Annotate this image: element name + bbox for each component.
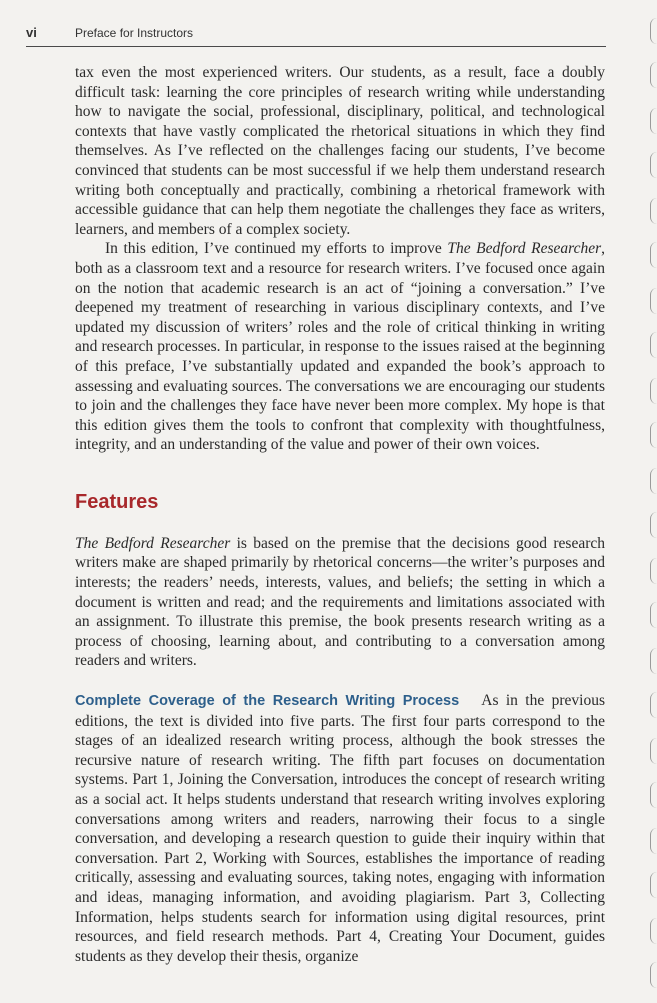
body-paragraph: tax even the most experienced writers. Our students, as a result, face a doubly difficult task: learning the core principles of research writing while understanding how to navigate the social, professional, disciplinary, political, and technological contexts that have vastly complicated the rhetorical situations in which they find themselves. As I’ve reflected on the challenges facing our students, I’ve become convinced that students can be most successful if we help them understand research writing both conceptually and practically, combining a rhetorical framework with accessible guidance that can help them negotiate the challenges they face as writers, learners, and members of a complex society. — [75, 64, 605, 238]
running-head-title: Preface for Instructors — [75, 26, 194, 40]
paragraph-text: As in the previous editions, the text is divided into five parts. The first four parts correspond to the stages of an idealized research writing process, although the book stresses the recursive nature of research writing. The fifth part focuses on documentation systems. Part 1, Joining the Conversation, introduces the concept of research writing as a social act. It helps students understand that research writing involves exploring conversations among writers and readers, narrowing their focus to a single conversation, and developing a research question to guide their inquiry within that conversation. Part 2, Working with Sources, establishes the importance of reading critically, assessing and evaluating sources, taking notes, engaging with information and ideas, managing information, and avoiding plagiarism. Part 3, Collecting Information, helps students search for information using digital resources, print resources, and field research methods. Part 4, Creating Your Document, guides students as they develop their thesis, organize — [75, 692, 605, 965]
page-body — [75, 63, 605, 966]
paragraph-text: is based on the premise that the decisions good research writers make are shaped primarily by rhetorical concerns—the writer’s purposes and interests; the readers’ needs, interests, values, and beliefs; the setting in which a document is written and read; and the requirements and limitations associated with an assignment. To illustrate this premise, the book presents research writing as a process of choosing, learning about, and contributing to a conversation among readers and writers. — [75, 534, 605, 670]
spacer — [459, 692, 481, 709]
page-number: vi — [26, 25, 37, 40]
paragraph-text: In this edition, I’ve continued my efforts to improve — [105, 240, 448, 258]
book-title: The Bedford Researcher — [75, 534, 231, 552]
page-edge-tabs — [647, 0, 657, 1003]
running-header — [26, 24, 606, 47]
section-heading: Features — [75, 490, 159, 513]
subsection-heading: Complete Coverage of the Research Writing Process — [75, 693, 460, 710]
body-paragraph — [75, 239, 605, 455]
paragraph-text: , both as a classroom text and a resource for research writers. I’ve focused once again on the notion that academic research is an act of “joining a conversation.” I’ve deepened my treatment of researching in various disciplinary contexts, and I’ve updated my discussion of writers’ roles and the role of critical thinking in writing and research processes. In particular, in response to the issues raised at the beginning of this preface, I’ve substantially updated and expanded the book’s approach to assessing and evaluating sources. The conversations we are encouraging our students to join and the challenges they face have never been more complex. My hope is that this edition gives them the tools to confront that complexity with thoughtfulness, integrity, and an understanding of the value and power of their own voices. — [75, 240, 606, 454]
body-paragraph — [75, 534, 605, 671]
body-paragraph — [75, 691, 605, 966]
book-title: The Bedford Researcher — [447, 240, 602, 258]
